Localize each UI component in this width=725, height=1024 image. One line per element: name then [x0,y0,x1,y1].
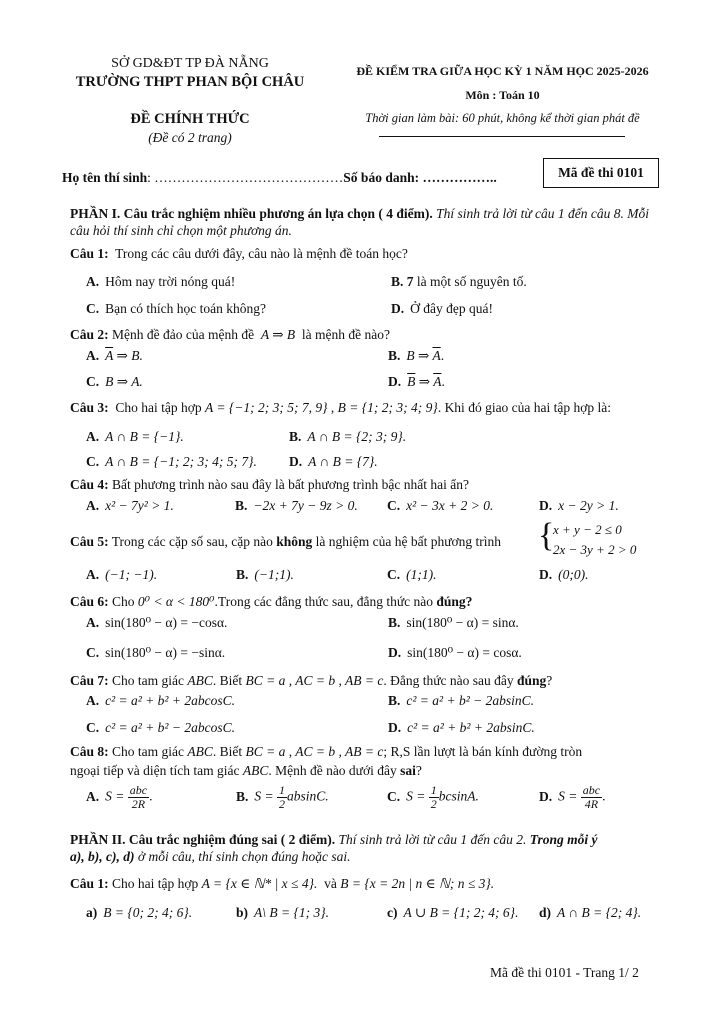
q2-option-c: C. B ⇒ A. [86,374,143,389]
q6-stem: Câu 6: Cho 0⁰ < α < 180⁰.Trong các đẳng thức sau, đẳng thức nào đúng? [70,594,473,609]
name-dots: : …………………………………… [147,170,344,185]
q2-option-d: D. $\overline{B}$ ⇒ $\overline{A}$. [388,374,445,389]
q6-option-d: D. sin(180⁰ − α) = cosα. [388,645,522,660]
system-brace: { [538,517,555,554]
exam-title: ĐỀ KIỂM TRA GIỮA HỌC KỲ 1 NĂM HỌC 2025-2026 [356,64,649,78]
header-divider [379,136,625,137]
fraction: $\frac{\text{abc}}{4R}$ [582,783,601,811]
name-label: Họ tên thí sinh [62,170,148,185]
school-name: TRƯỜNG THPT PHAN BỘI CHÂU [75,74,305,90]
q8-option-d: D. S = $\frac{\text{abc}}{4R}$ . [539,783,606,811]
q7-option-d: D. c² = a² + b² + 2absinC. [388,720,535,735]
q8-option-b: B. S = $\frac{1}{2}$ absinC. [236,783,329,811]
exam-code-box: Mã đề thi 0101 [543,158,659,188]
p2q1-statement-c: c) A ∪ B = {1; 2; 4; 6}. [387,905,519,920]
q5-stem: Câu 5: Trong các cặp số sau, cặp nào không là nghiệm của hệ bất phương trình [70,534,502,549]
q8-label: Câu 8: [70,744,109,759]
duration: Thời gian làm bài: 60 phút, không kể thời gian phát đề [365,111,640,125]
q1-text: Trong các câu dưới đây, câu nào là mệnh đề toán học? [115,246,408,261]
part2-heading: PHẦN II. Câu trắc nghiệm đúng sai ( 2 điểm). Thí sinh trả lời từ câu 1 đến câu 2. Trong mỗi ý a), b), c), d) ở mỗi câu, thí sinh chọn đúng hoặc sai. [70,832,598,864]
q5-option-c: C. (1;1). [387,567,437,582]
q6-label: Câu 6: [70,594,109,609]
q4-option-a: A. x² − 7y² > 1. [86,498,174,513]
part2-title: PHẦN II. Câu trắc nghiệm đúng sai ( 2 điểm). [70,832,336,847]
q4-option-d: D. x − 2y > 1. [539,498,619,513]
inequality-2: 2x − 3y + 2 > 0 [553,542,637,557]
q8-stem-line2: ngoại tiếp và diện tích tam giác ABC. Mệnh đề nào dưới đây sai? [70,763,422,778]
p2q1-label: Câu 1: [70,876,109,891]
fraction: $\frac{1}{2}$ [279,783,286,811]
q3-option-b: B. A ∩ B = {2; 3; 9}. [289,429,407,444]
q1-option-c: C. Bạn có thích học toán không? [86,301,266,316]
q1-option-b: B. 7 là một số nguyên tố. [391,274,527,289]
p2q1-stem: Câu 1: Cho hai tập hợp A = {x ∈ ℕ* | x ≤ 4}. và B = {x = 2n | n ∈ ℕ; n ≤ 3}. [70,876,495,891]
q7-stem: Câu 7: Cho tam giác ABC. Biết BC = a , AC = b , AB = c. Đẳng thức nào sau đây đúng? [70,673,553,688]
part1-heading [70,205,658,239]
q3-stem: Câu 3: Cho hai tập hợp A = {−1; 2; 3; 5; 7, 9} , B = {1; 2; 3; 4; 9}. Khi đó giao của hai tập hợp là: [70,400,612,415]
inequality-system [553,520,636,560]
part1-title: PHẦN I. Câu trắc nghiệm nhiều phương án lựa chọn ( 4 điểm). [70,206,433,221]
q1-option-d: D. Ở đây đẹp quá! [391,301,493,316]
q8-option-c: C. S = $\frac{1}{2}$ bcsinA. [387,783,479,811]
student-info-line [62,170,497,186]
q3-option-a: A. A ∩ B = {−1}. [86,429,184,444]
sbd-label: Số báo danh: …………….. [343,170,497,185]
fraction: $\frac{1}{2}$ [430,783,437,811]
p2q1-statement-b: b) A\ B = {1; 3}. [236,905,330,920]
q3-label: Câu 3: [70,400,109,415]
subject: Môn : Toán 10 [465,88,540,102]
part1-instruction: Thí sinh trả lời từ câu 1 đến câu 8. Mỗi câu hỏi thí sinh chỉ chọn một phương án. [70,206,650,238]
q1-stem [70,246,408,262]
q7-option-b: B. c² = a² + b² − 2absinC. [388,693,534,708]
q6-option-b: B. sin(180⁰ − α) = sinα. [388,615,519,630]
q8-stem: Câu 8: Cho tam giác ABC. Biết BC = a , AC = b , AB = c; R,S lần lượt là bán kính đường tròn [70,744,583,759]
q6-option-c: C. sin(180⁰ − α) = −sinα. [86,645,226,660]
q2-option-a: A. $\overline{A}$ ⇒ B. [86,348,143,363]
page-footer: Mã đề thi 0101 - Trang 1/ 2 [490,965,639,980]
q7-option-c: C. c² = a² + b² − 2abcosC. [86,720,235,735]
q7-label: Câu 7: [70,673,109,688]
fraction: $\frac{\text{abc}}{2R}$ [129,783,148,811]
inequality-1: x + y − 2 ≤ 0 [553,522,622,537]
q5-option-d: D. (0;0). [539,567,589,582]
q3-option-d: D. A ∩ B = {7}. [289,454,378,469]
q2-label: Câu 2: [70,327,109,342]
q5-label: Câu 5: [70,534,109,549]
q4-label: Câu 4: [70,477,109,492]
q3-option-c: C. A ∩ B = {−1; 2; 3; 4; 5; 7}. [86,454,257,469]
q7-option-a: A. c² = a² + b² + 2abcosC. [86,693,235,708]
q1-option-a: A. Hôm nay trời nóng quá! [86,274,236,289]
dept-name: SỞ GD&ĐT TP ĐÀ NẴNG [111,56,269,71]
official-label: ĐỀ CHÍNH THỨC [130,111,250,127]
q8-option-a: A. S = $\frac{\text{abc}}{2R}$ . [86,783,153,811]
q4-option-b: B. −2x + 7y − 9z > 0. [235,498,358,513]
q2-option-b: B. B ⇒ $\overline{A}$. [388,348,445,363]
pages-note: (Đề có 2 trang) [148,130,232,145]
q6-option-a: A. sin(180⁰ − α) = −cosα. [86,615,228,630]
q4-option-c: C. x² − 3x + 2 > 0. [387,498,494,513]
p2q1-statement-a: a) B = {0; 2; 4; 6}. [86,905,193,920]
q1-label: Câu 1: [70,246,109,261]
q4-stem: Câu 4: Bất phương trình nào sau đây là bất phương trình bậc nhất hai ẩn? [70,477,469,492]
q5-option-a: A. (−1; −1). [86,567,158,582]
p2q1-statement-d: d) A ∩ B = {2; 4}. [539,905,642,920]
q5-option-b: B. (−1;1). [236,567,294,582]
q2-stem: Câu 2: Mệnh đề đảo của mệnh đề A ⇒ B là mệnh đề nào? [70,327,390,342]
